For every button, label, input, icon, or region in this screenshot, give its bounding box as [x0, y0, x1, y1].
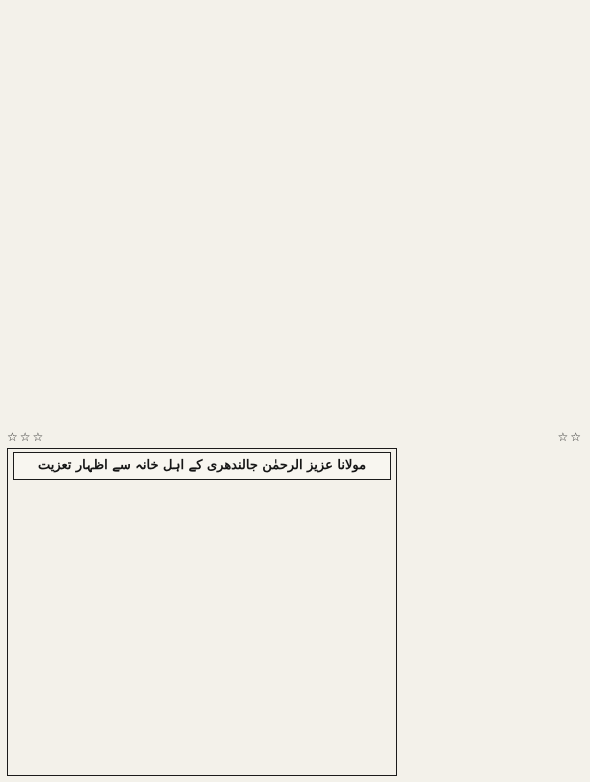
upper-columns	[7, 6, 583, 426]
column-right	[398, 6, 583, 426]
stars-row	[7, 429, 583, 445]
stars-middle-decoration: ☆☆	[557, 430, 583, 444]
bottom-block	[7, 448, 583, 776]
column-narrow	[407, 448, 583, 776]
column-middle	[202, 6, 387, 426]
condolence-box	[7, 448, 397, 776]
column-left	[7, 6, 192, 426]
condolence-heading: مولانا عزیز الرحمٰن جالندھری کے اہل خانہ سے اظہار تعزیت	[13, 452, 391, 480]
stars-left-decoration: ☆☆☆	[7, 430, 46, 444]
